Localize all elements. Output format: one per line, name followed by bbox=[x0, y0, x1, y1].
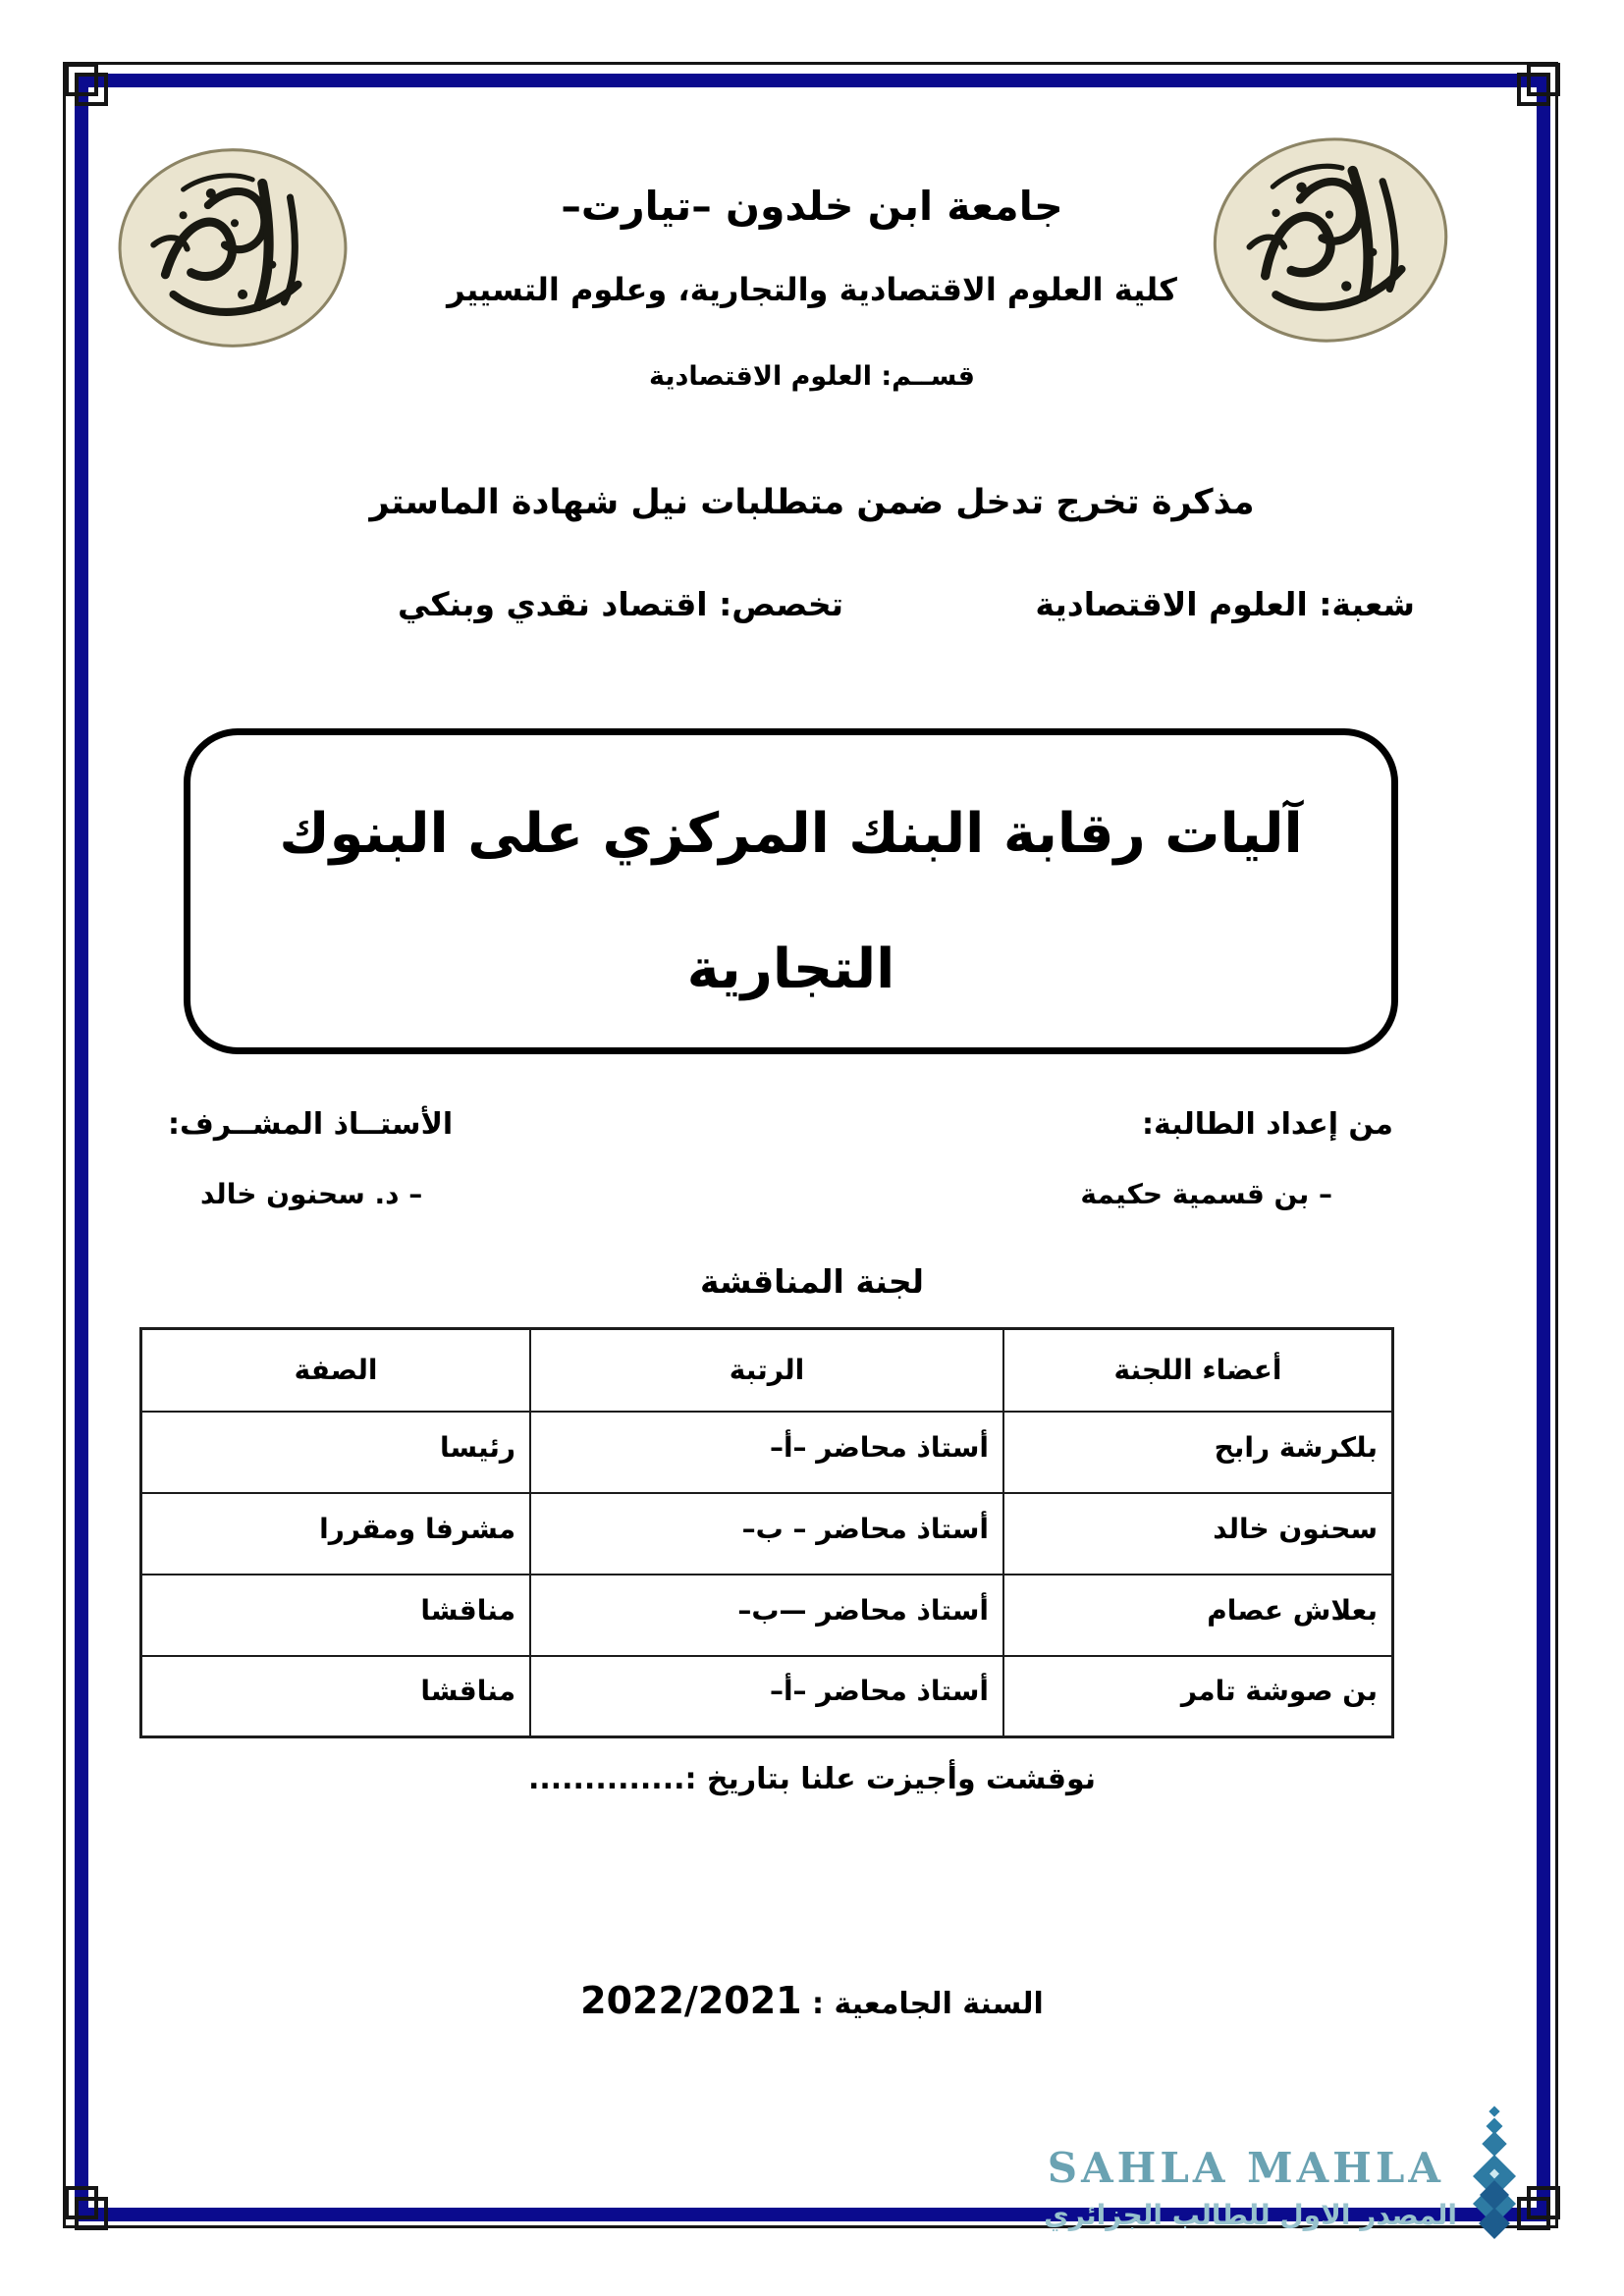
memo-line: مذكرة تخرج تدخل ضمن متطلبات نيل شهادة الماستر bbox=[369, 483, 1255, 522]
department-name: قســم: العلوم الاقتصادية bbox=[649, 361, 975, 392]
corner-ornament-top-right-inner bbox=[1517, 73, 1550, 106]
academic-year-value: 2022/2021 bbox=[580, 1979, 802, 2022]
table-row bbox=[141, 1412, 1393, 1493]
member-role: مشرفا ومقررا bbox=[141, 1493, 531, 1575]
committee-table bbox=[139, 1327, 1394, 1738]
corner-ornament-top-left-inner bbox=[75, 73, 108, 106]
table-row bbox=[141, 1493, 1393, 1575]
faculty-name: كلية العلوم الاقتصادية والتجارية، وعلوم التسيير bbox=[447, 271, 1177, 308]
branch-line: شعبة: العلوم الاقتصادية bbox=[1035, 585, 1415, 623]
committee-header-row bbox=[141, 1329, 1393, 1412]
member-role: مناقشا bbox=[141, 1575, 531, 1656]
supervisor-name: – د. سحنون خالد bbox=[200, 1178, 423, 1210]
member-role: مناقشا bbox=[141, 1656, 531, 1737]
column-header-members: أعضاء اللجنة bbox=[1003, 1329, 1393, 1412]
page-border-navy bbox=[75, 74, 1550, 2221]
sahla-mahla-logo-icon bbox=[1463, 2106, 1526, 2241]
member-role: رئيسا bbox=[141, 1412, 531, 1493]
thesis-title-box bbox=[184, 728, 1398, 1054]
member-name: بن صوشة تامر bbox=[1003, 1656, 1393, 1737]
committee-heading: لجنة المناقشة bbox=[699, 1262, 925, 1301]
university-seal-icon bbox=[114, 145, 352, 349]
column-header-rank: الرتبة bbox=[530, 1329, 1003, 1412]
table-row bbox=[141, 1575, 1393, 1656]
member-name: بعلاش عصام bbox=[1003, 1575, 1393, 1656]
table-row bbox=[141, 1656, 1393, 1737]
academic-year-label: السنة الجامعية : bbox=[812, 1987, 1044, 2021]
university-seal-icon bbox=[1186, 120, 1475, 358]
thesis-title-line1: آليات رقابة البنك المركزي على البنوك bbox=[279, 802, 1303, 866]
watermark-tagline: المصدر الاول للطالب الجزائري bbox=[1044, 2199, 1457, 2231]
column-header-role: الصفة bbox=[141, 1329, 531, 1412]
member-rank: أستاذ محاضر – ب– bbox=[530, 1493, 1003, 1575]
specialty-line: تخصص: اقتصاد نقدي وبنكي bbox=[398, 585, 844, 623]
university-name: جامعة ابن خلدون –تيارت– bbox=[561, 183, 1063, 230]
member-rank: أستاذ محاضر —ب– bbox=[530, 1575, 1003, 1656]
member-name: سحنون خالد bbox=[1003, 1493, 1393, 1575]
defense-date-line: نوقشت وأجيزت علنا بتاريخ :.............. bbox=[527, 1762, 1097, 1796]
member-rank: أستاذ محاضر –أ– bbox=[530, 1656, 1003, 1737]
corner-ornament-bottom-left-inner bbox=[75, 2197, 108, 2230]
member-rank: أستاذ محاضر –أ– bbox=[530, 1412, 1003, 1493]
thesis-title-line2: التجارية bbox=[686, 937, 895, 1001]
prepared-by-label: من إعداد الطالبة: bbox=[1142, 1107, 1393, 1142]
supervisor-label: الأستــاذ المشــرف: bbox=[168, 1107, 454, 1142]
academic-year bbox=[0, 1979, 1624, 2022]
student-name: – بن قسمية حكيمة bbox=[1080, 1178, 1332, 1210]
watermark-brand: SAHLA MAHLA bbox=[1047, 2144, 1444, 2192]
member-name: بلكرشة رابح bbox=[1003, 1412, 1393, 1493]
